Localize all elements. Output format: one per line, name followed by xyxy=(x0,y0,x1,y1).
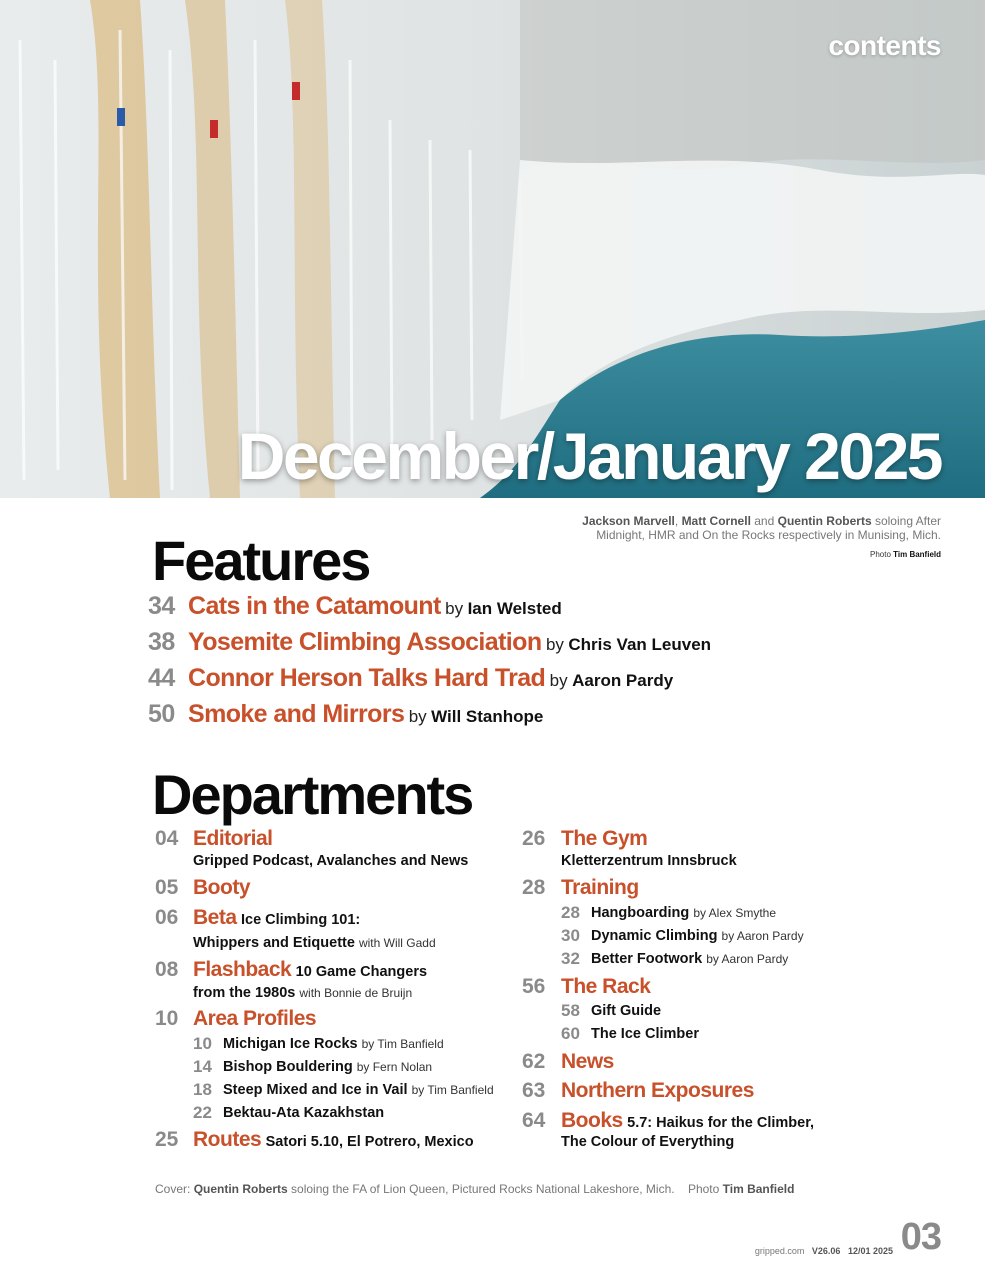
sub-title: Hangboarding xyxy=(591,905,690,921)
sub-title: Better Footwork xyxy=(591,951,703,967)
feature-author: Will Stanhope xyxy=(431,707,544,726)
feature-by: by xyxy=(445,599,464,618)
dept-books-desc: The Colour of Everything xyxy=(561,1134,735,1150)
footer-meta xyxy=(755,1246,893,1256)
sub-item[interactable] xyxy=(561,926,804,945)
dept-flashback-desc xyxy=(193,985,412,1001)
dept-page: 28 xyxy=(522,876,546,899)
dept-title: Training xyxy=(561,876,639,899)
sub-by: by Tim Banfield xyxy=(361,1037,444,1051)
sub-title: Bishop Bouldering xyxy=(223,1059,353,1075)
dept-page: 63 xyxy=(522,1079,546,1102)
sub-by: by Tim Banfield xyxy=(411,1083,494,1097)
dept-page: 26 xyxy=(522,827,546,850)
sub-item[interactable] xyxy=(193,1103,385,1122)
sub-page: 22 xyxy=(193,1103,212,1122)
sub-item[interactable] xyxy=(561,903,777,922)
dept-title: Flashback xyxy=(193,958,292,981)
sub-title: Dynamic Climbing xyxy=(591,928,718,944)
dept-desc-line2: from the 1980s xyxy=(193,985,296,1001)
sub-item[interactable] xyxy=(561,1024,699,1043)
dept-editorial-desc: Gripped Podcast, Avalanches and News xyxy=(193,853,469,869)
feature-by: by xyxy=(408,707,427,726)
dept-page: 06 xyxy=(155,906,179,929)
sub-title: Michigan Ice Rocks xyxy=(223,1036,358,1052)
sub-page: 18 xyxy=(193,1080,212,1099)
dept-title: Books xyxy=(561,1109,623,1132)
sub-page: 60 xyxy=(561,1024,580,1043)
caption-text: soloing After Midnight, HMR and On the Rocks respectively in Munising, Mich. xyxy=(596,514,941,542)
sub-title: The Ice Climber xyxy=(591,1026,699,1042)
sub-title: Bektau-Ata Kazakhstan xyxy=(223,1105,385,1121)
sub-item[interactable] xyxy=(193,1080,494,1099)
dept-title: The Gym xyxy=(561,827,648,850)
feature-by: by xyxy=(549,671,568,690)
dept-page: 08 xyxy=(155,958,179,981)
feature-item[interactable] xyxy=(148,700,543,732)
feature-author: Chris Van Leuven xyxy=(568,635,712,654)
photo-prefix: Photo xyxy=(870,550,894,559)
feature-item[interactable] xyxy=(148,592,562,624)
cover-photo-prefix: Photo xyxy=(687,1182,723,1196)
caption-name-1: Jackson Marvell xyxy=(582,514,675,528)
sub-item[interactable] xyxy=(193,1057,433,1076)
footer-site[interactable]: gripped.com xyxy=(754,1246,805,1256)
dept-page: 10 xyxy=(155,1007,179,1030)
sub-by: by Aaron Pardy xyxy=(706,952,789,966)
dept-with: with Will Gadd xyxy=(358,936,436,950)
dept-title: The Rack xyxy=(561,975,651,998)
dept-page: 62 xyxy=(522,1050,546,1073)
feature-page: 44 xyxy=(148,664,175,692)
feature-title: Smoke and Mirrors xyxy=(188,700,405,728)
sub-page: 28 xyxy=(561,903,580,922)
dept-page: 05 xyxy=(155,876,179,899)
hero-photo xyxy=(0,0,985,498)
sub-page: 14 xyxy=(193,1057,212,1076)
dept-title: Area Profiles xyxy=(193,1007,317,1030)
dept-title: Editorial xyxy=(193,827,273,850)
dept-desc: 5.7: Haikus for the Climber, xyxy=(627,1115,815,1131)
sub-item[interactable] xyxy=(561,1001,662,1020)
dept-title: Booty xyxy=(193,876,250,899)
photographer: Tim Banfield xyxy=(893,550,941,559)
feature-page: 34 xyxy=(148,592,175,620)
page-number: 03 xyxy=(900,1216,941,1258)
cover-photographer: Tim Banfield xyxy=(722,1182,795,1196)
dept-gym-desc: Kletterzentrum Innsbruck xyxy=(561,853,737,869)
caption-separator-2: and xyxy=(750,514,778,528)
feature-page: 50 xyxy=(148,700,175,728)
cover-name: Quentin Roberts xyxy=(193,1182,288,1196)
caption-separator-1: , xyxy=(674,514,682,528)
dept-page: 64 xyxy=(522,1109,546,1132)
dept-desc: Ice Climbing 101: xyxy=(240,912,361,928)
dept-title: Routes xyxy=(193,1128,262,1151)
cover-text: soloing the FA of Lion Queen, Pictured Rocks National Lakeshore, Mich. xyxy=(287,1182,675,1196)
feature-page: 38 xyxy=(148,628,175,656)
photo-credit xyxy=(870,550,941,559)
sub-item[interactable] xyxy=(561,949,789,968)
sub-title: Steep Mixed and Ice in Vail xyxy=(223,1082,408,1098)
feature-by: by xyxy=(545,635,564,654)
dept-title: Northern Exposures xyxy=(561,1079,754,1102)
dept-beta-desc xyxy=(193,935,436,951)
caption-name-2: Matt Cornell xyxy=(681,514,751,528)
feature-title: Cats in the Catamount xyxy=(188,592,441,620)
dept-page: 56 xyxy=(522,975,546,998)
dept-page: 04 xyxy=(155,827,179,850)
feature-title: Yosemite Climbing Association xyxy=(188,628,542,656)
section-label: contents xyxy=(828,30,941,61)
sub-by: by Alex Smythe xyxy=(693,906,777,920)
sub-page: 32 xyxy=(561,949,580,968)
sub-page: 58 xyxy=(561,1001,580,1020)
feature-title: Connor Herson Talks Hard Trad xyxy=(188,664,546,692)
feature-item[interactable] xyxy=(148,628,711,660)
sub-page: 30 xyxy=(561,926,580,945)
dept-desc: Satori 5.10, El Potrero, Mexico xyxy=(265,1134,474,1150)
features-heading: Features xyxy=(152,529,370,592)
departments-heading: Departments xyxy=(152,763,473,826)
cover-prefix: Cover: xyxy=(155,1182,194,1196)
sub-by: by Aaron Pardy xyxy=(721,929,804,943)
sub-by: by Fern Nolan xyxy=(356,1060,433,1074)
footer-date: 12/01 2025 xyxy=(847,1246,893,1256)
dept-desc-line2: Whippers and Etiquette xyxy=(193,935,355,951)
dept-desc: 10 Game Changers xyxy=(295,964,428,980)
feature-author: Ian Welsted xyxy=(467,599,562,618)
sub-page: 10 xyxy=(193,1034,212,1053)
sub-item[interactable] xyxy=(193,1034,444,1053)
dept-page: 25 xyxy=(155,1128,179,1151)
dept-title: Beta xyxy=(193,906,237,929)
dept-title: News xyxy=(561,1050,614,1073)
footer-volume: V26.06 xyxy=(811,1246,841,1256)
feature-author: Aaron Pardy xyxy=(572,671,674,690)
cover-note xyxy=(155,1182,794,1196)
feature-item[interactable] xyxy=(148,664,673,696)
sub-title: Gift Guide xyxy=(591,1003,662,1019)
dept-with: with Bonnie de Bruijn xyxy=(299,986,413,1000)
photo-caption xyxy=(541,514,941,542)
issue-title: December/January 2025 xyxy=(237,419,941,493)
caption-name-3: Quentin Roberts xyxy=(777,514,872,528)
